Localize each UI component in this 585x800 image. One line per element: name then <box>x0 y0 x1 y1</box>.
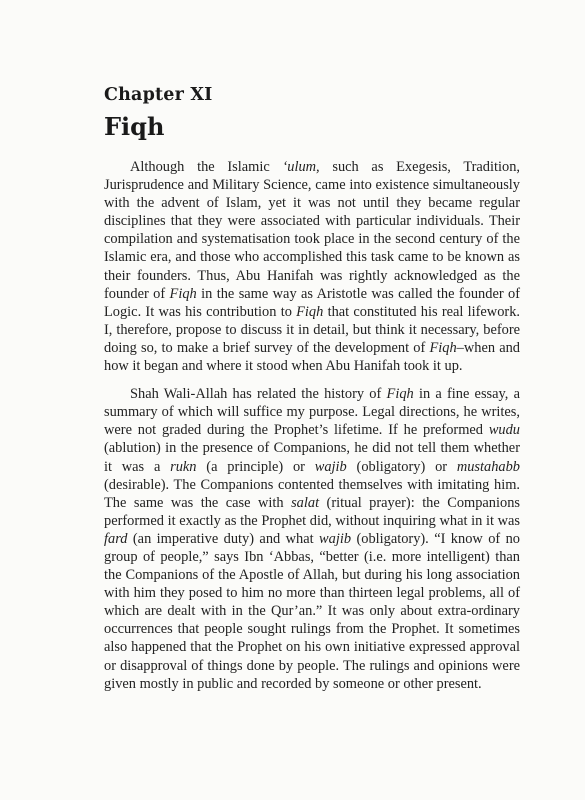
paragraph-2 <box>104 385 520 693</box>
text-run: (obligatory) or <box>346 458 457 475</box>
italic-term: fard <box>104 530 128 547</box>
italic-term: rukn <box>170 458 197 475</box>
text-run: Shah Wali-Allah has related the history of <box>130 386 387 403</box>
italic-term: wudu <box>488 422 520 439</box>
text-run: (desirable). The Companions contented themselves with imitating him. The same was the case with <box>104 476 520 511</box>
text-run: such as Exegesis, Tradition, Jurisprudence and Military Science, came into existence simultaneously with the advent of Islam, yet it was not until they became regular disciplines that they were associated with particular individuals. Their compilation and systematisation took place in the second century of the Islamic era, and those who accomplished this task came to be known as their founders. Thus, Abu Hanifah was rightly acknowledged as the founder of <box>104 159 520 302</box>
text-run: (obligatory). “I know of no group of people,” says Ibn ‘Abbas, “better (i.e. more intelligent) than the Companions of the Apostle of Allah, but during his long association with him they posed to him no more than thirteen legal problems, all of which are dealt with in the Qur’an.” It was only about extra-ordinary occurrences that people sought rulings from the Prophet. It sometimes also happened that the Prophet on his own initiative expressed approval or disapproval of things done by people. The rulings and opinions were given mostly in public and recorded by someone or other present. <box>104 530 521 692</box>
italic-term: Fiqh <box>386 386 414 403</box>
text-run: Although the Islamic <box>130 159 283 175</box>
italic-term: wajib <box>314 458 347 475</box>
italic-term: Fiqh <box>169 285 197 302</box>
text-run: (a principle) or <box>196 458 315 475</box>
text-run: in the same way as Aristotle was called the founder of Logic. It was his contribution to <box>104 285 521 320</box>
chapter-number: Chapter XI <box>104 85 213 105</box>
italic-term: Fiqh <box>429 339 457 356</box>
text-run: that constituted his real lifework. I, therefore, propose to discuss it in detail, but think it necessary, before doing so, to make a brief survey of the development of <box>104 303 520 356</box>
text-run: –when and how it began and where it stood when Abu Hanifah took it up. <box>104 339 520 375</box>
italic-term: Fiqh <box>296 303 324 320</box>
italic-term: mustahabb <box>456 458 521 475</box>
text-run: (an imperative duty) and what <box>127 530 320 547</box>
italic-term: wajib <box>319 530 352 547</box>
text-run: (ablution) in the presence of Companions, he did not tell them whether it was a <box>104 440 520 475</box>
paragraph-1 <box>104 158 520 375</box>
italic-term: ‘ulum, <box>282 159 320 175</box>
chapter-body <box>104 158 520 693</box>
italic-term: salat <box>291 494 320 511</box>
chapter-title: Fiqh <box>104 112 165 141</box>
text-run: in a fine essay, a summary of which will suffice my purpose. Legal directions, he writes, were not graded during the Prophet’s lifetime. If he preformed <box>104 386 520 439</box>
text-run: (ritual prayer): the Companions performed it exactly as the Prophet did, without inquiring what in it was <box>104 494 520 529</box>
